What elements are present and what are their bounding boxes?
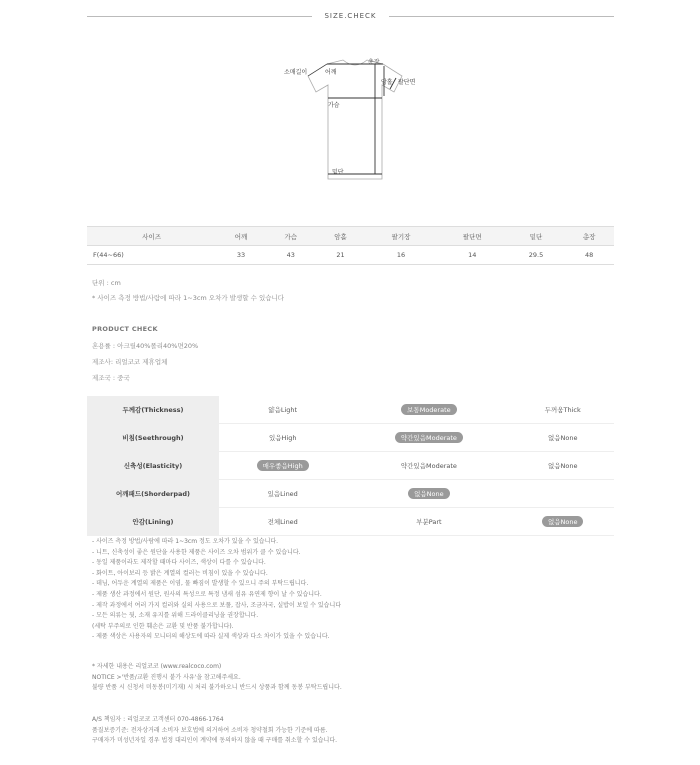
check-option-selected: 약간있음Moderate: [395, 432, 463, 443]
product-check-table: [87, 396, 614, 536]
note-line: - 화이트, 아이보리 등 밝은 계열의 컬러는 비침이 있을 수 있습니다.: [92, 569, 268, 577]
note-line: - 제품 색상은 사용자의 모니터의 해상도에 따라 실제 색상과 다소 차이가 있을 수 있습니다.: [92, 633, 330, 641]
cell-total-length: 48: [564, 246, 614, 265]
notice-block: [92, 662, 342, 694]
check-label: 신축성(Elasticity): [87, 452, 219, 480]
cell-hem: 29.5: [508, 246, 564, 265]
check-option-selected: 없음None: [542, 516, 584, 527]
check-option: 없음None: [547, 434, 578, 442]
unit-note: 단위 : cm: [92, 279, 121, 287]
col-total-length: 총장: [564, 227, 614, 246]
col-sleeve-length: 팔기장: [365, 227, 436, 246]
manufacturer: 제조사: 리얼코코 제휴업체: [92, 358, 168, 366]
section-title: SIZE.CHECK: [324, 12, 377, 20]
note-line: - 니트, 신축성이 좋은 원단을 사용한 제품은 사이즈 오차 범위가 클 수 있습니다.: [92, 548, 301, 556]
size-table-header: [87, 227, 614, 246]
label-total-length: 총장: [368, 59, 380, 66]
note-line: - 사이즈 측정 방법/사람에 따라 1~3cm 정도 오차가 있을 수 있습니다.: [92, 538, 279, 545]
check-option: 전체Lined: [267, 518, 298, 526]
cell-armhole: 21: [316, 246, 366, 265]
note-line: - 동일 제품이라도 제작할 때마다 사이즈, 색상이 다를 수 있습니다.: [92, 559, 266, 567]
check-option-selected: 매우좋음High: [257, 460, 309, 471]
check-option: 두꺼움Thick: [544, 406, 581, 414]
cell-shoulder: 33: [216, 246, 266, 265]
col-hem: 밑단: [508, 227, 564, 246]
care-notes: [92, 537, 341, 643]
check-option-selected: 보통Moderate: [401, 404, 456, 415]
label-sleeve-length: 소매길이: [284, 69, 308, 76]
label-cuff: 팔단면: [398, 79, 416, 86]
as-line: A/S 책임자 : 리얼코코 고객센터 070-4866-1764: [92, 716, 224, 723]
cell-cuff: 14: [437, 246, 508, 265]
cell-size: F(44~66): [87, 246, 216, 265]
check-row-seethrough: [87, 424, 614, 452]
fabric-composition: 혼용률 : 아크릴40%폴리40%면20%: [92, 342, 199, 350]
check-option: 있음Lined: [267, 490, 298, 498]
product-check-title: PRODUCT CHECK: [92, 325, 158, 333]
notice-line: * 자세한 내용은 리얼코코 (www.realcoco.com): [92, 663, 222, 670]
col-cuff: 팔단면: [437, 227, 508, 246]
note-line: (세탁 부주의로 인한 훼손은 교환 및 반품 불가합니다).: [92, 622, 234, 630]
note-line: - 제작 과정에서 여러 가지 컬러와 실의 사용으로 보풀, 잡사, 조금자국, 실밥이 보일 수 있습니다: [92, 601, 342, 609]
cell-chest: 43: [266, 246, 316, 265]
size-check-header: [87, 10, 614, 24]
check-option: 약간있음Moderate: [400, 462, 457, 470]
check-row-lining: [87, 508, 614, 536]
as-info-block: [92, 715, 337, 747]
table-row: [87, 246, 614, 265]
col-size: 사이즈: [87, 227, 216, 246]
check-row-shoulderpad: [87, 480, 614, 508]
col-chest: 가슴: [266, 227, 316, 246]
label-armhole: 암홀: [381, 79, 393, 86]
notice-line: NOTICE >'반품/교환 진행시 붙가 사유'을 참고해주세요.: [92, 673, 241, 681]
size-table: [87, 226, 614, 265]
check-option-selected: 없음None: [408, 488, 450, 499]
check-option: 부분Part: [416, 518, 442, 526]
check-option: 있음High: [268, 434, 297, 442]
check-label: 어깨패드(Shorderpad): [87, 480, 219, 508]
col-shoulder: 어깨: [216, 227, 266, 246]
check-label: 비침(Seethrough): [87, 424, 219, 452]
measure-note: * 사이즈 측정 방법/사람에 따라 1~3cm 오차가 발생할 수 있습니다: [92, 294, 285, 302]
label-chest: 가슴: [328, 102, 340, 109]
note-line: - 데님, 어두운 계열의 제품은 이염, 물 빠짐이 발생할 수 있으니 주의 부탁드립니다.: [92, 580, 309, 588]
note-line: - 모든 의류는 뒷, 소재 유지를 위해 드라이클리닝을 권장합니다.: [92, 612, 259, 620]
notice-line: 불량 반품 시 신청서 미동봉(미기재) 시 처리 불가하오니 반드시 상품과 함께 동봉 부탁드립니다.: [92, 684, 342, 692]
check-option: 얇음Light: [268, 406, 298, 414]
as-line: 구매자가 미성년자일 경우 법정 대리인이 계약에 동의하지 않을 때 구매를 취소할 수 있습니다.: [92, 737, 338, 745]
country-of-origin: 제조국 : 중국: [92, 374, 130, 382]
cell-sleeve-length: 16: [365, 246, 436, 265]
check-row-thickness: [87, 396, 614, 424]
check-option: 없음None: [547, 462, 578, 470]
check-label: 안감(Lining): [87, 508, 219, 536]
garment-measurement-diagram: [280, 52, 430, 182]
check-label: 두께감(Thickness): [87, 396, 219, 424]
label-shoulder: 어깨: [325, 69, 337, 76]
label-hem: 밑단: [332, 169, 344, 176]
header-divider-right: [389, 16, 614, 17]
col-armhole: 암홀: [316, 227, 366, 246]
check-row-elasticity: [87, 452, 614, 480]
as-line: 품질보증기준: 전자상거래 소비자 보호법에 의거하여 소비자 청약철회 가능한 기준에 따름.: [92, 726, 328, 734]
note-line: - 제품 생산 과정에서 원단, 원사의 특성으로 특정 냄새 섬유 유연제 향이 날 수 있습니다.: [92, 590, 322, 598]
